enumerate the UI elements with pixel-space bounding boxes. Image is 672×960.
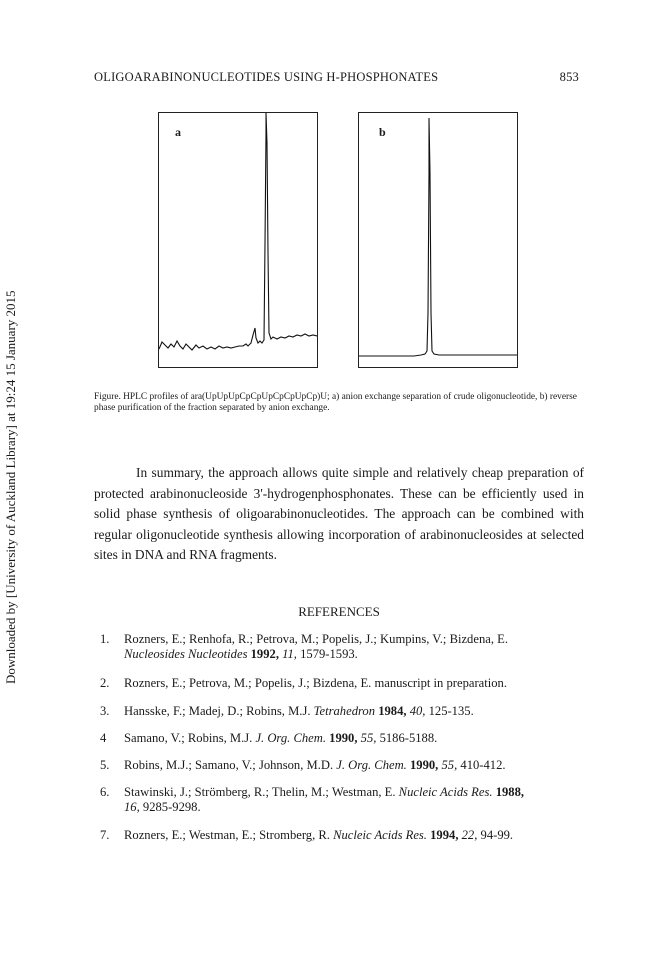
reference-pages: 9285-9298. <box>142 800 201 814</box>
reference-pages: 94-99. <box>480 828 514 842</box>
summary-paragraph: In summary, the approach allows quite simple and relatively cheap preparation of protected arabinonucleoside 3'-hydrogenphosphonates. These can be efficiently used in solid phase synthesis of oligoarabinonucleotides. The approach can be combined with regular oligonucleotide synthesis allowing incorporation of arabinonucleosides at selected sites in DNA and RNA fragments. <box>94 465 584 562</box>
reference-number: 4 <box>100 731 107 745</box>
reference-authors: Stawinski, J.; Strömberg, R.; Thelin, M.; Westman, E. <box>124 785 396 799</box>
reference-number: 7. <box>100 828 110 842</box>
reference-pages: 125-135. <box>428 704 474 718</box>
reference-journal: Nucleosides Nucleotides <box>124 647 248 661</box>
reference-number: 6. <box>100 785 110 799</box>
reference-year: 1988, <box>495 785 525 799</box>
references-heading: REFERENCES <box>298 604 380 619</box>
reference-volume: 55, <box>360 731 377 745</box>
reference-volume: 22, <box>461 828 478 842</box>
reference-journal: J. Org. Chem. <box>255 731 326 745</box>
reference-number: 1. <box>100 632 110 646</box>
reference-number: 5. <box>100 758 110 772</box>
reference-text: Rozners, E.; Petrova, M.; Popelis, J.; Bizdena, E. manuscript in preparation. <box>124 676 507 690</box>
reference-authors: Robins, M.J.; Samano, V.; Johnson, M.D. <box>124 758 334 772</box>
reference-journal: J. Org. Chem. <box>336 758 407 772</box>
reference-year: 1992, <box>250 647 279 661</box>
reference-authors: Hansske, F.; Madej, D.; Robins, M.J. <box>124 704 311 718</box>
panel-a-label: a <box>175 125 181 139</box>
reference-pages: 5186-5188. <box>379 731 438 745</box>
reference-authors: Samano, V.; Robins, M.J. <box>124 731 253 745</box>
page-number: 853 <box>559 70 579 84</box>
reference-authors: Rozners, E.; Westman, E.; Stromberg, R. <box>124 828 330 842</box>
chromatogram-b <box>359 113 517 367</box>
reference-year: 1994, <box>430 828 459 842</box>
chromatogram-a <box>159 113 317 367</box>
reference-authors: Rozners, E.; Renhofa, R.; Petrova, M.; Popelis, J.; Kumpins, V.; Bizdena, E. <box>124 632 508 646</box>
reference-volume: 55, <box>441 758 458 772</box>
reference-pages: 1579-1593. <box>300 647 358 661</box>
panel-b-label: b <box>379 125 386 139</box>
download-watermark: Downloaded by [University of Auckland Library] at 19:24 15 January 2015 <box>3 290 18 684</box>
reference-year: 1984, <box>378 704 407 718</box>
figure-caption: Figure. HPLC profiles of ara(UpUpUpCpCpUpCpCpUpCp)U; a) anion exchange separation of crude oligonucleotide, b) reverse phase purification of the fraction separated by anion exchange. <box>94 392 577 413</box>
reference-journal: Tetrahedron <box>313 704 376 718</box>
reference-journal: Nucleic Acids Res. <box>333 828 427 842</box>
reference-volume: 16, <box>124 800 140 814</box>
reference-year: 1990, <box>409 758 439 772</box>
hplc-panel-b <box>358 112 518 368</box>
hplc-panel-a <box>158 112 318 368</box>
running-header <box>94 70 579 85</box>
running-title: OLIGOARABINONUCLEOTIDES USING H-PHOSPHONATES <box>94 70 439 84</box>
reference-volume: 40, <box>409 704 426 718</box>
reference-pages: 410-412. <box>460 758 506 772</box>
reference-volume: 11, <box>282 647 297 661</box>
reference-number: 2. <box>100 676 110 690</box>
reference-journal: Nucleic Acids Res. <box>398 785 493 799</box>
reference-year: 1990, <box>329 731 358 745</box>
reference-number: 3. <box>100 704 110 718</box>
